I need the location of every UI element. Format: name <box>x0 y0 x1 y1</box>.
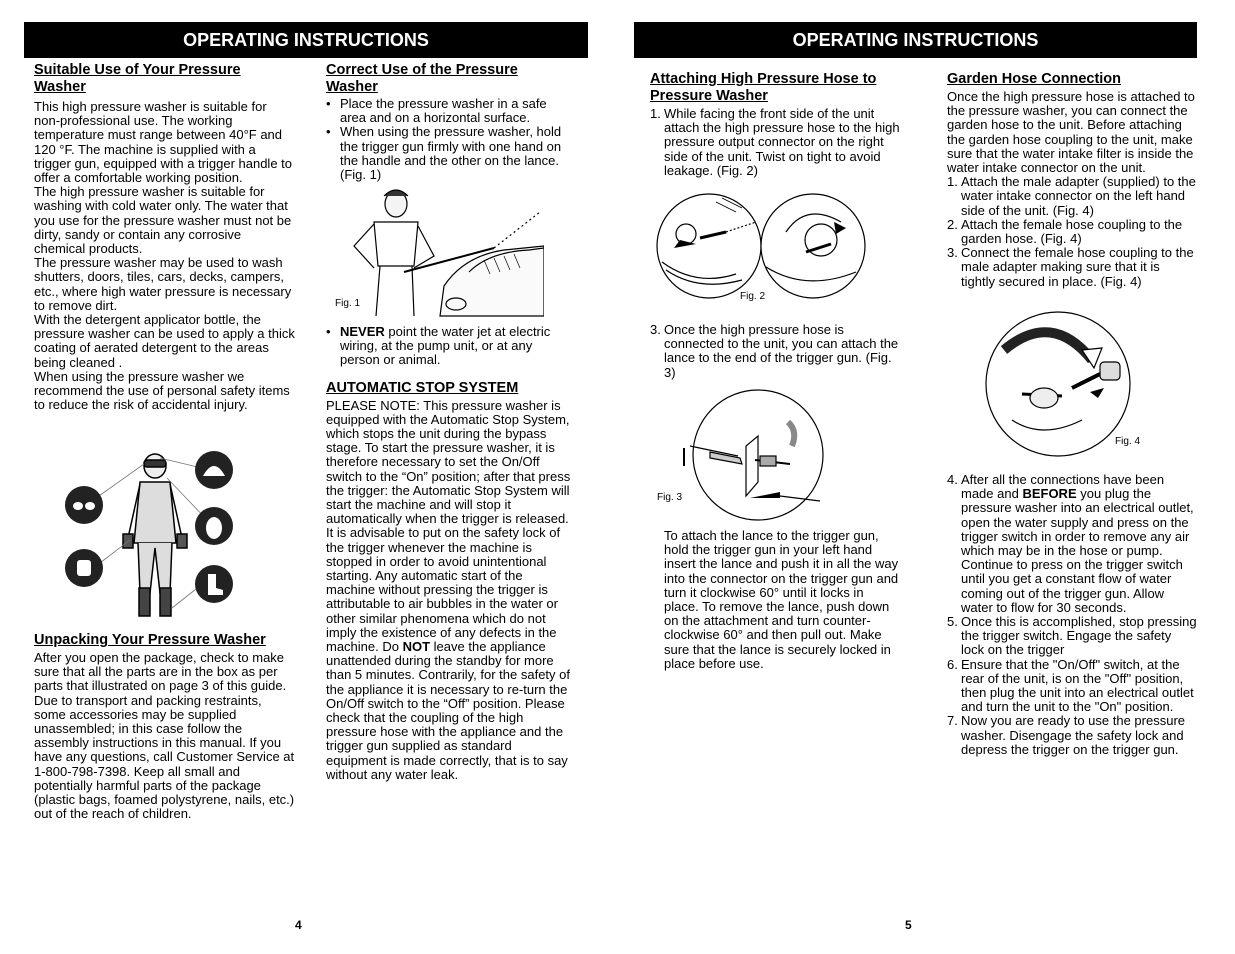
step-text: Ensure that the "On/Off" switch, at the rear of the unit, is on the "Off" position, then plug the unit into an electrical outlet and turn the unit to the "On" position. <box>961 656 1194 715</box>
step-text: Attach the female hose coupling to the garden hose. (Fig. 4) <box>961 216 1183 247</box>
list-item <box>947 175 1197 218</box>
garden-hose-heading: Garden Hose Connection <box>947 71 1122 87</box>
suitable-paragraph: This high pressure washer is suitable for non-professional use. The working temperature must range between 40°F and 120 °F. The machine is supplied with a trigger gun, equipped with a trigger handle to offer a comfortable working position. <box>34 99 293 186</box>
left-column-1-bottom <box>34 632 296 821</box>
list-item <box>947 658 1197 715</box>
step-number: 7. <box>947 713 958 729</box>
page-number-right: 5 <box>905 918 912 932</box>
right-page-header-title: OPERATING INSTRUCTIONS <box>792 29 1039 50</box>
list-item <box>326 97 572 125</box>
step-text: Attach the male adapter (supplied) to the water intake connector on the left hand side of the unit. (Fig. 4) <box>961 174 1196 218</box>
attach-steps-b <box>650 323 900 380</box>
step-number: 5. <box>947 614 958 630</box>
step-text: Now you are ready to use the pressure washer. Disengage the safety lock and depress the trigger on the trigger gun. <box>961 713 1186 757</box>
right-column-1-bottom <box>664 529 900 671</box>
step-number: 2. <box>947 216 958 232</box>
step-number: 6. <box>947 656 958 672</box>
step-text-1: After all the connections have been made and <box>961 472 1165 502</box>
step-text: While facing the front side of the unit attach the high pressure hose to the high pressure output connector on the right side of the unit. Twist on tight to avoid leakage. (Fig. 2) <box>664 106 900 178</box>
step-text: Once the high pressure hose is connected to the unit, you can attach the lance to the end of the trigger gun. (Fig. 3) <box>664 322 899 380</box>
correct-use-item: Place the pressure washer in a safe area and on a horizontal surface. <box>340 96 547 126</box>
list-item <box>947 473 1197 615</box>
fig3-illustration <box>680 386 826 526</box>
list-item <box>947 714 1197 757</box>
auto-stop-heading: AUTOMATIC STOP SYSTEM <box>326 379 519 396</box>
suitable-paragraph: With the detergent applicator bottle, the pressure washer can be used to apply a thick coating of aerated detergent to the areas being cleaned . <box>34 312 295 370</box>
list-item <box>650 323 900 380</box>
list-item <box>947 615 1197 658</box>
right-column-2 <box>947 71 1197 289</box>
step-number: 3. <box>947 245 958 261</box>
fig2-label: Fig. 2 <box>740 291 766 302</box>
suitable-paragraph: The pressure washer may be used to wash shutters, doors, tiles, cars, decks, campers, etc., where high water pressure is necessary to remove dirt. <box>34 255 292 313</box>
list-item <box>650 107 900 178</box>
step-number: 3. <box>650 322 661 337</box>
never-list <box>326 325 572 368</box>
step-text-2: you plug the pressure washer into an electrical outlet, open the water supply and press on the trigger switch in order to remove any air which may be in the hose or pump. Continue to press on the trigger switch until you get a constant flow of water coming out of the trigger gun. Allow water to flow for 30 seconds. <box>961 486 1194 615</box>
page-number-left: 4 <box>295 918 302 932</box>
right-column-1-mid <box>650 323 900 380</box>
left-column-2 <box>326 62 572 182</box>
attach-steps-a <box>650 107 900 178</box>
left-column-2-bottom <box>326 325 572 782</box>
lance-instructions: To attach the lance to the trigger gun, hold the trigger gun in your left hand insert the lance and push it in all the way into the connector on the trigger gun and turn it clockwise 60° until it locks in place. To remove the lance, push down on the attachment and turn counter-clockwise 60° and then pull out. Make sure that the lance is securely locked in place before use. <box>664 528 899 671</box>
left-page-header <box>24 22 588 58</box>
fig2-illustration <box>656 192 866 302</box>
list-item <box>947 246 1197 289</box>
auto-stop-text-1: PLEASE NOTE: This pressure washer is equipped with the Automatic Stop System, which stops the unit during the bypass stage. To start the pressure washer, it is therefore necessary to set the On/Off switch to the “On” position; after that press the trigger: the Automatic Stop System will start the machine and will stop it automatically when the trigger is released. It is advisable to put on the safety lock of the trigger whenever the machine is stopped in order to avoid unintentional starting. Any automatic start of the machine without pressing the trigger is attributable to air bubbles in the water or other similar phenomena which do not imply the existence of any defects in the machine. Do <box>326 397 571 655</box>
correct-use-list <box>326 97 572 182</box>
step-number: 1. <box>650 106 661 121</box>
step-text: Connect the female hose coupling to the male adapter making sure that it is tightly secured in place. (Fig. 4) <box>961 245 1194 289</box>
unpacking-heading: Unpacking Your Pressure Washer <box>34 632 266 648</box>
step-text: Once this is accomplished, stop pressing the trigger switch. Engage the safety lock on the trigger <box>961 614 1197 658</box>
suitable-paragraph: When using the pressure washer we recommend the use of personal safety items to reduce the risk of accidental injury. <box>34 368 290 413</box>
list-item <box>326 125 572 182</box>
fig1-label: Fig. 1 <box>335 298 361 309</box>
right-page-header <box>634 22 1197 58</box>
attach-hose-heading: Attaching High Pressure Hose to Pressure Washer <box>650 71 877 104</box>
unpacking-text: After you open the package, check to make sure that all the parts are in the box as per parts that illustrated on page 3 of this guide. Due to transport and packing restraints, some accessories may be supplied unassembled; in this case follow the assembly instructions in this manual. If you have any questions, call Customer Service at 1-800-798-7398. Keep all small and potentially harmful parts of the package (plastic bags, foamed polystyrene, nails, etc.) out of the reach of children. <box>34 650 295 822</box>
right-column-1 <box>650 71 900 178</box>
garden-steps-a <box>947 175 1197 289</box>
auto-stop-text <box>326 399 572 782</box>
auto-stop-not: NOT <box>402 639 431 655</box>
fig3-label: Fig. 3 <box>657 492 683 503</box>
correct-use-item: When using the pressure washer, hold the trigger gun firmly with one hand on the handle and the other on the lance. (Fig. 1) <box>340 124 562 183</box>
left-column-1 <box>34 62 296 412</box>
suitable-use-heading: Suitable Use of Your Pressure Washer <box>34 62 241 95</box>
garden-steps-b <box>947 473 1197 757</box>
step-number: 4. <box>947 472 958 487</box>
fig1-illustration <box>344 186 544 318</box>
correct-use-heading: Correct Use of the Pressure Washer <box>326 62 518 95</box>
step-text-bold: BEFORE <box>1022 486 1077 502</box>
never-bold: NEVER <box>340 324 385 339</box>
fig4-label: Fig. 4 <box>1115 436 1141 447</box>
left-page-header-title: OPERATING INSTRUCTIONS <box>183 29 429 50</box>
garden-intro: Once the high pressure hose is attached to the pressure washer, you can connect the garden hose to the unit. Before attaching the garden hose coupling to the unit, make sure that the water intake filter is inside the water intake connector on the unit. <box>947 89 1195 176</box>
step-number: 1. <box>947 174 958 190</box>
list-item <box>947 218 1197 246</box>
right-column-2-bottom <box>947 473 1197 757</box>
list-item <box>326 325 572 368</box>
auto-stop-text-2: leave the appliance unattended during the standby for more than 5 minutes. Contrarily, for the safety of the appliance it is necessary to re-turn the On/Off switch to the “Off” position. Please check that the coupling of the high pressure hose with the appliance and the trigger gun supplied as standard equipment is made correctly, that is to say without any water leak. <box>326 639 570 782</box>
never-text: point the water jet at electric wiring, at the pump unit, or at any person or animal. <box>340 324 551 368</box>
safety-gear-illustration <box>60 448 250 626</box>
suitable-paragraph: The high pressure washer is suitable for washing with cold water only. The water that you use for the pressure washer must not be dirty, sandy or contain any corrosive chemical products. <box>34 184 292 257</box>
